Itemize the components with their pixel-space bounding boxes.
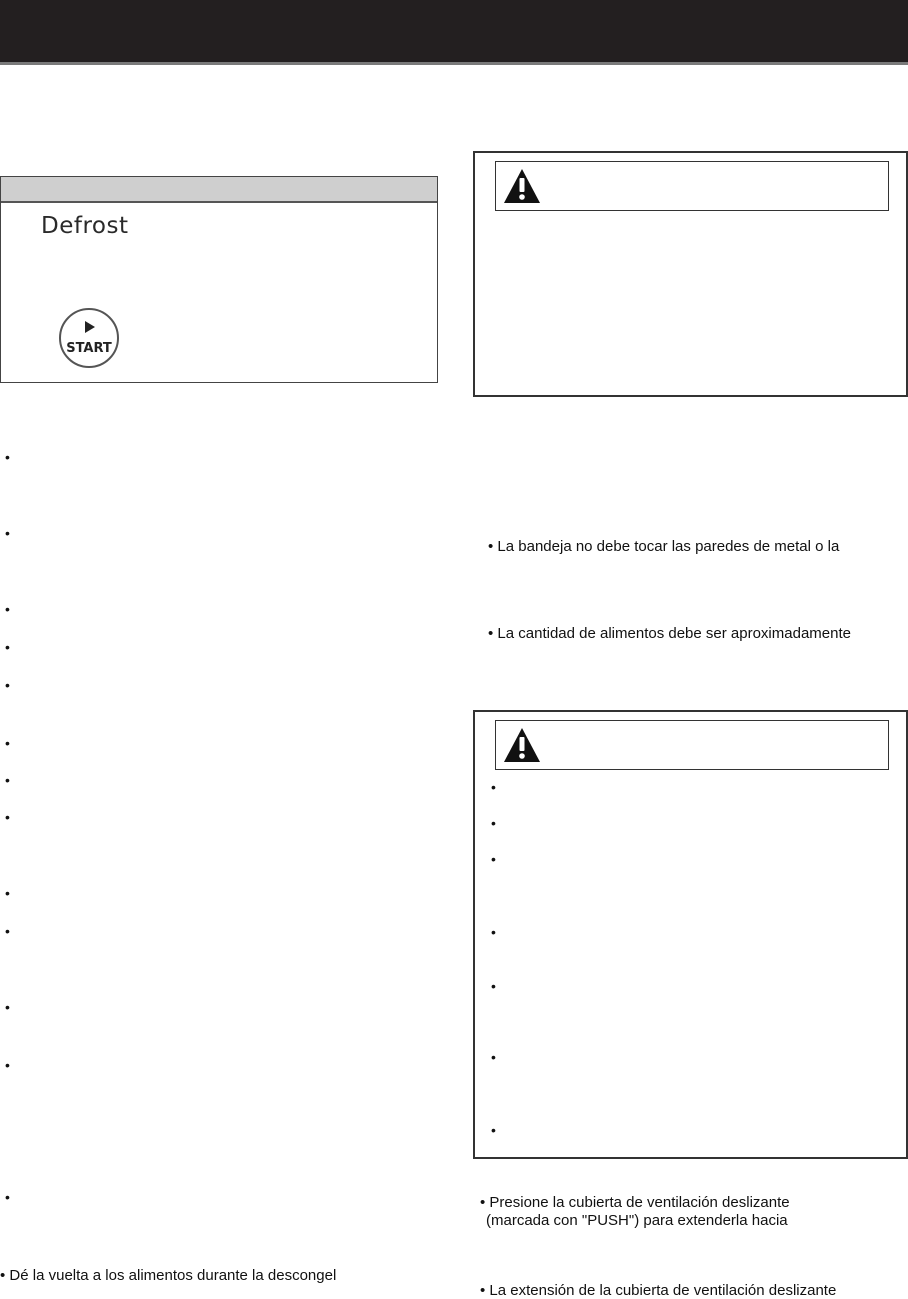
warning-bullet-2: • <box>491 815 496 831</box>
turn-food-note: • Dé la vuelta a los alimentos durante la descongel <box>0 1267 337 1284</box>
press-vent-note-line2: (marcada con "PUSH") para extenderla hacia <box>486 1212 788 1229</box>
left-bullet-2: • <box>5 525 10 541</box>
header-rule <box>0 62 908 65</box>
warning-bullet-7: • <box>491 1122 496 1138</box>
left-bullet-4: • <box>5 639 10 655</box>
left-bullet-6: • <box>5 735 10 751</box>
left-bullet-11: • <box>5 999 10 1015</box>
tray-note: • La bandeja no debe tocar las paredes de metal o la <box>488 538 840 555</box>
warning-box-top <box>473 151 908 397</box>
left-bullet-7: • <box>5 772 10 788</box>
press-vent-note-line1: • Presione la cubierta de ventilación deslizante <box>480 1194 790 1211</box>
defrost-button-label: Defrost <box>41 213 129 239</box>
start-button <box>55 308 125 368</box>
left-bullet-10: • <box>5 923 10 939</box>
warning-icon <box>502 167 542 205</box>
left-bullet-5: • <box>5 677 10 693</box>
warning-header-bottom <box>495 720 889 770</box>
left-bullet-9: • <box>5 885 10 901</box>
panel-header-strip <box>1 177 437 203</box>
warning-icon <box>502 726 542 764</box>
warning-header-top <box>495 161 889 211</box>
warning-bullet-4: • <box>491 924 496 940</box>
header-bar <box>0 0 908 62</box>
warning-bullet-5: • <box>491 978 496 994</box>
vent-extension-note: • La extensión de la cubierta de ventilación deslizante <box>480 1282 837 1299</box>
left-bullet-13: • <box>5 1189 10 1205</box>
warning-bullet-1: • <box>491 779 496 795</box>
defrost-panel <box>0 176 438 383</box>
left-bullet-8: • <box>5 809 10 825</box>
left-bullet-1: • <box>5 449 10 465</box>
left-bullet-12: • <box>5 1057 10 1073</box>
warning-bullet-6: • <box>491 1049 496 1065</box>
warning-bullet-3: • <box>491 851 496 867</box>
quantity-note: • La cantidad de alimentos debe ser aproximadamente <box>488 625 851 642</box>
start-button-label: START <box>66 341 112 356</box>
start-button-ring <box>60 309 118 367</box>
left-bullet-3: • <box>5 601 10 617</box>
warning-box-bottom <box>473 710 908 1159</box>
